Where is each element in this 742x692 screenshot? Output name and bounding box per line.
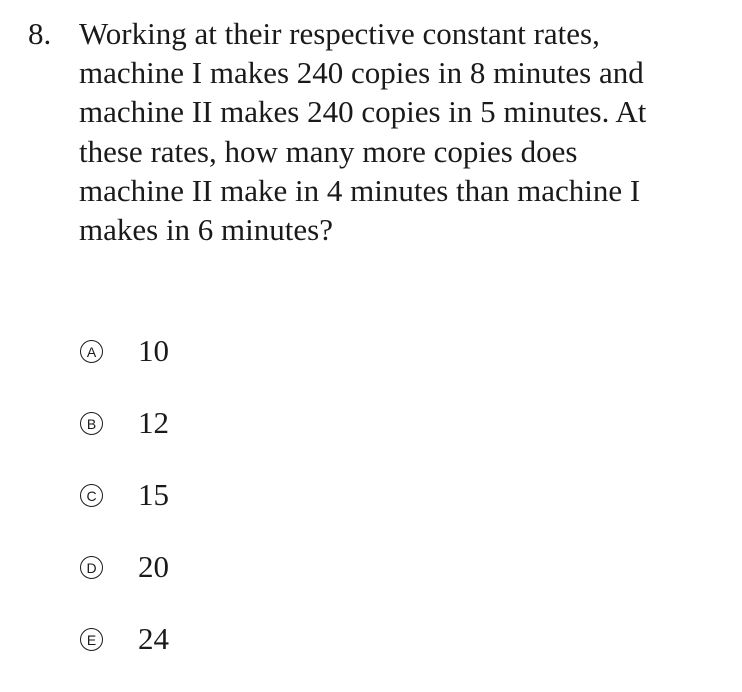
option-a[interactable] <box>80 331 169 403</box>
option-a-letter-icon[interactable]: A <box>80 340 103 363</box>
option-d[interactable] <box>80 547 169 619</box>
option-c-value: 15 <box>138 477 169 512</box>
question-line: these rates, how many more copies does <box>79 133 578 169</box>
option-d-value: 20 <box>138 549 169 584</box>
option-e-value: 24 <box>138 621 169 656</box>
question-number: 8. <box>28 16 52 51</box>
question-line: Working at their respective constant rates, <box>79 16 600 51</box>
question-line: makes in 6 minutes? <box>79 212 333 248</box>
option-c-letter-icon[interactable]: C <box>80 484 103 507</box>
option-a-value: 10 <box>138 333 169 368</box>
question-text <box>28 14 728 249</box>
question-line: machine II make in 4 minutes than machine I <box>79 172 641 208</box>
answer-options <box>80 331 169 691</box>
option-b[interactable] <box>80 403 169 475</box>
option-b-letter-icon[interactable]: B <box>80 412 103 435</box>
option-b-value: 12 <box>138 405 169 440</box>
question-block <box>28 14 728 249</box>
option-e-letter-icon[interactable]: E <box>80 628 103 651</box>
option-d-letter-icon[interactable]: D <box>80 556 103 579</box>
question-line: machine I makes 240 copies in 8 minutes and <box>79 55 644 91</box>
option-e[interactable] <box>80 619 169 691</box>
option-c[interactable] <box>80 475 169 547</box>
question-line: machine II makes 240 copies in 5 minutes. At <box>79 94 647 130</box>
